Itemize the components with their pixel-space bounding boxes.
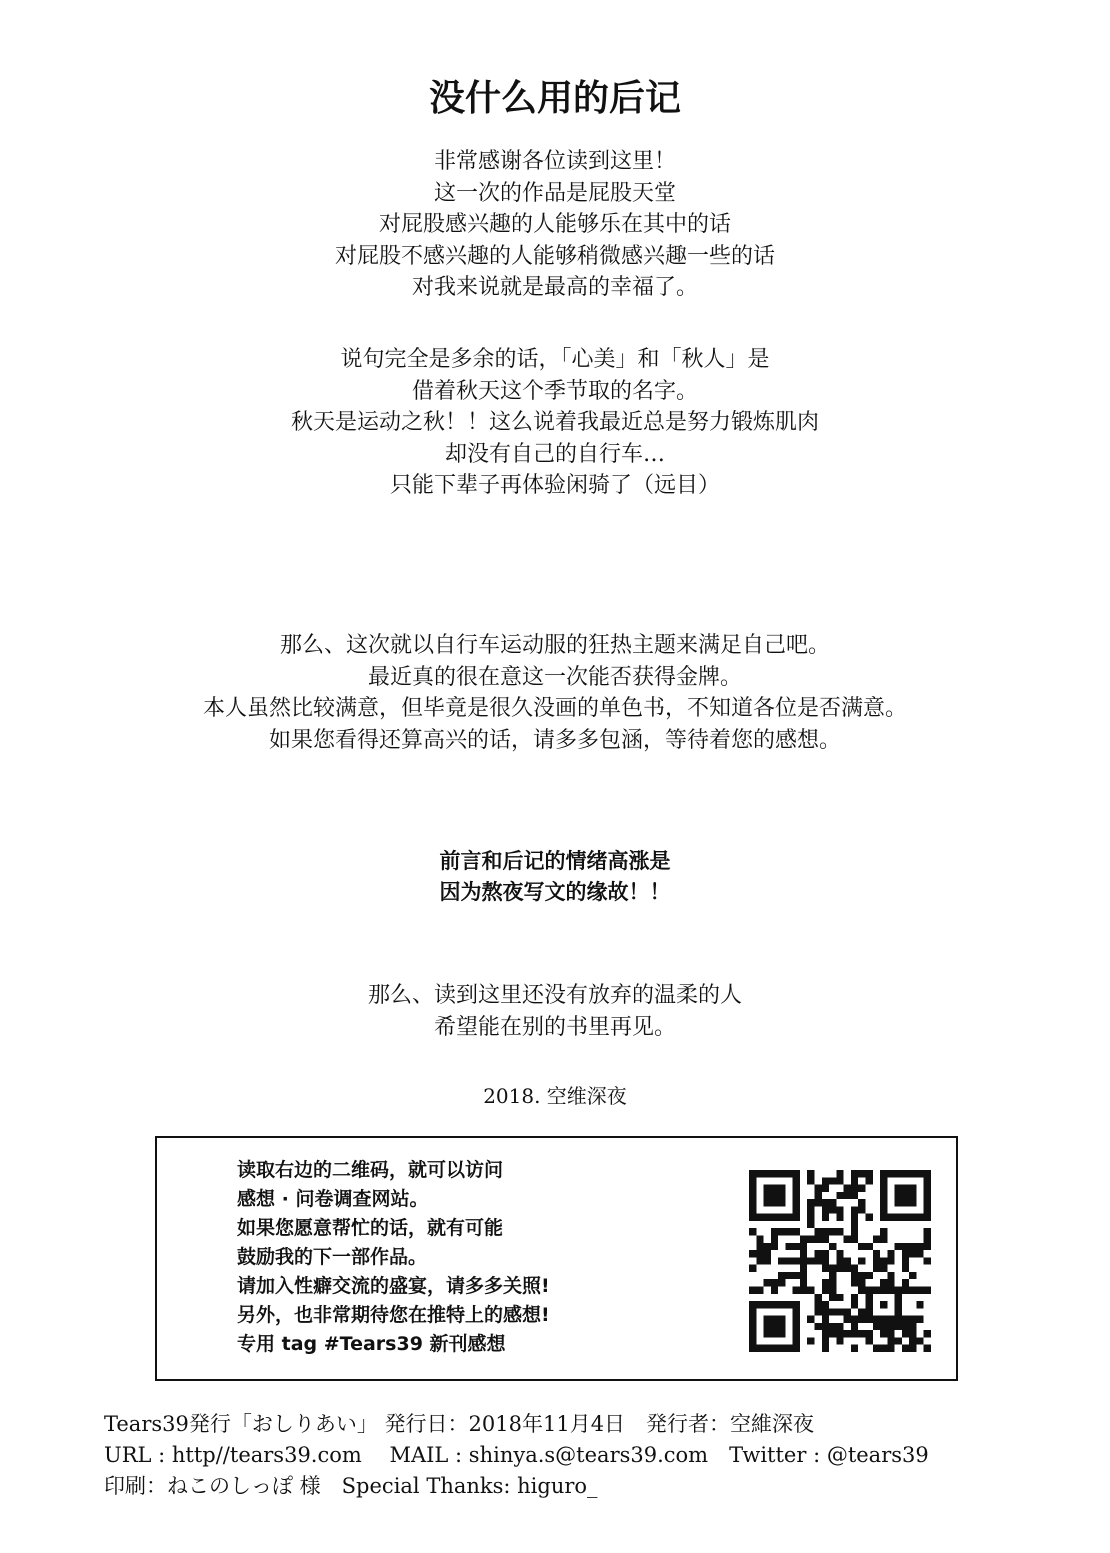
text-line: 如果您愿意帮忙的话，就有可能	[237, 1217, 504, 1239]
text-line: 那么、读到这里还没有放弃的温柔的人	[367, 983, 742, 1008]
text-line: 前言和后记的情绪高涨是	[439, 849, 671, 873]
text-line: 另外，也非常期待您在推特上的感想!	[237, 1304, 550, 1326]
text-line: 读取右边的二维码，就可以访问	[237, 1159, 504, 1181]
text-line: 却没有自己的自行车…	[444, 441, 665, 467]
text-line: 非常感谢各位读到这里！	[433, 149, 676, 174]
qr-instructions	[237, 1156, 550, 1359]
emphasis-note	[0, 846, 1110, 908]
text-line: 对屁股不感兴趣的人能够稍微感兴趣一些的话	[334, 243, 775, 269]
printer-credits: 印刷：ねこのしっぽ 様 Special Thanks: higuro_	[104, 1474, 598, 1498]
qr-code-icon[interactable]	[749, 1170, 931, 1352]
contact-info: URL : http//tears39.com MAIL : shinya.s@tears39.com Twitter : @tears39	[104, 1443, 929, 1467]
colophon	[104, 1409, 929, 1502]
publication-info: Tears39発行「おしりあい」 発行日：2018年11月4日 発行者：空維深夜	[104, 1412, 815, 1436]
text-line: 对我来说就是最高的幸福了。	[411, 275, 698, 300]
text-line: 那么、这次就以自行车运动服的狂热主题来满足自己吧。	[279, 633, 830, 658]
farewell-paragraph	[0, 980, 1110, 1043]
text-line: 感想 · 问卷调查网站。	[237, 1188, 429, 1210]
text-line: 本人虽然比较满意，但毕竟是很久没画的单色书，不知道各位是否满意。	[202, 696, 907, 721]
text-line: 鼓励我的下一部作品。	[237, 1246, 428, 1268]
text-line: 因为熬夜写文的缘故！！	[439, 880, 671, 904]
text-line: 希望能在别的书里再见。	[433, 1014, 676, 1040]
thanks-paragraph	[0, 146, 1110, 304]
page-title: 没什么用的后记	[428, 78, 681, 119]
theme-paragraph	[0, 630, 1110, 756]
text-line: 请加入性癖交流的盛宴，请多多关照!	[237, 1275, 550, 1297]
signature: 2018. 空维深夜	[483, 1084, 627, 1108]
text-line: 说句完全是多余的话，「心美」和「秋人」是	[340, 347, 770, 372]
qr-survey-box	[155, 1136, 958, 1381]
text-line: 对屁股感兴趣的人能够乐在其中的话	[378, 212, 731, 237]
text-line: 专用 tag #Tears39 新刊感想	[237, 1333, 506, 1355]
text-line: 借着秋天这个季节取的名字。	[411, 378, 698, 404]
text-line: 最近真的很在意这一次能否获得金牌。	[367, 664, 742, 690]
names-paragraph	[0, 344, 1110, 502]
text-line: 秋天是运动之秋！！这么说着我最近总是努力锻炼肌肉	[290, 410, 819, 435]
text-line: 只能下辈子再体验闲骑了（远目）	[389, 473, 720, 498]
text-line: 如果您看得还算高兴的话，请多多包涵，等待着您的感想。	[268, 727, 841, 753]
text-line: 这一次的作品是屁股天堂	[433, 180, 676, 206]
